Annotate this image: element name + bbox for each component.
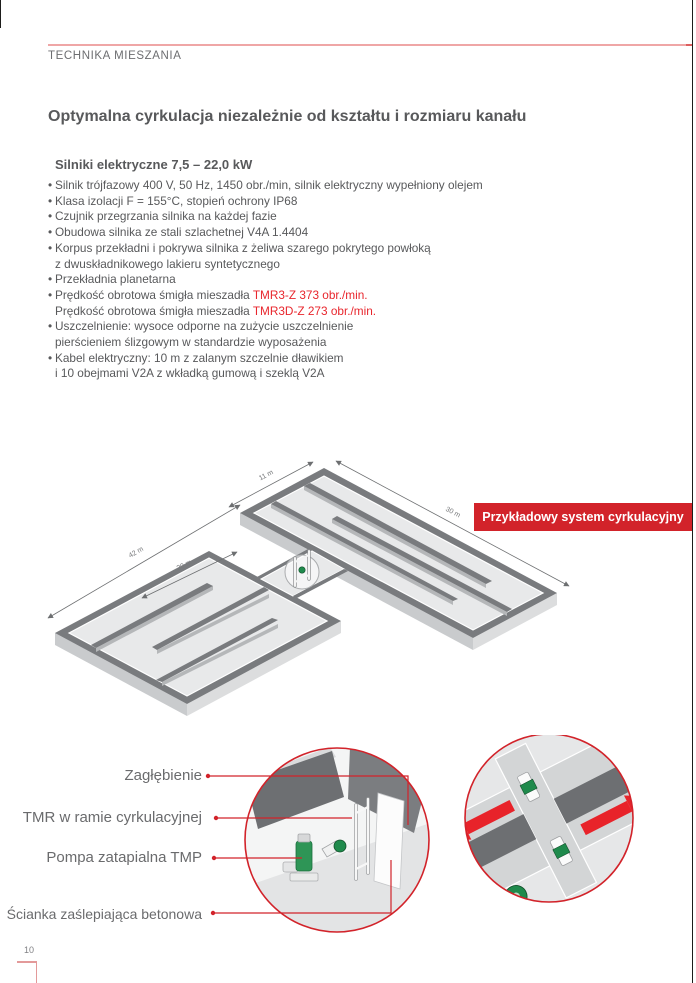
circulation-channel-diagram [40, 458, 580, 758]
callout-pump: Pompa zatapialna TMP [46, 849, 202, 866]
running-header: TECHNIKA MIESZANIA [48, 50, 182, 62]
tmr-mixer-icon [299, 567, 305, 573]
feature-line: pierścieniem ślizgowym w standardzie wyposażenia [55, 335, 327, 350]
bullet-dot: • [48, 193, 53, 208]
feature-line: z dwuskładnikowego lakieru syntetycznego [55, 256, 280, 271]
bullet-dot: • [48, 319, 53, 334]
page-number: 10 [24, 945, 35, 955]
page-title: Optymalna cyrkulacja niezależnie od kształtu i rozmiaru kanału [48, 108, 527, 125]
detail-circle-topview [387, 735, 696, 970]
bullet-dot: • [48, 350, 53, 365]
callout-recess: Zagłębienie [124, 767, 202, 784]
bullet-dot: • [48, 225, 53, 240]
dim-label-left-outer: 42 m [127, 545, 145, 560]
header-rule-tip [686, 44, 692, 46]
blanking-wall-shape [374, 793, 404, 889]
feature-line: • Czujnik przegrzania silnika na każdej fazie [48, 209, 277, 224]
dim-label-top: 11 m [258, 469, 275, 483]
motor-feature-list [48, 178, 648, 382]
callout-tmr: TMR w ramie cyrkulacyjnej [22, 809, 202, 826]
feature-line: • Obudowa silnika ze stali szlachetnej V4A 1.4404 [48, 225, 309, 240]
feature-line: • Klasa izolacji F = 155°C, stopień ochrony IP68 [48, 193, 298, 208]
bullet-dot: • [48, 209, 53, 224]
page-edge-tick [0, 0, 1, 28]
feature-line: • Przekładnia planetarna [48, 272, 176, 287]
callout-wall: Ścianka zaślepiająca betonowa [6, 906, 202, 922]
feature-line: i 10 obejmami V2A z wkładką gumową i szeklą V2A [55, 366, 325, 381]
feature-line: • Silnik trójfazowy 400 V, 50 Hz, 1450 obr./min, silnik elektryczny wypełniony olejem [48, 178, 483, 192]
feature-line: • Prędkość obrotowa śmigła mieszadła TMR3-Z 373 obr./min. [48, 287, 368, 302]
footer-bracket-vertical [36, 961, 38, 983]
header-rule [48, 44, 692, 46]
bullet-dot: • [48, 178, 53, 192]
bullet-dot: • [48, 272, 53, 287]
dim-label-right: 30 m [444, 505, 462, 520]
feature-line: • Uszczelnienie: wysoce odporne na zużycie uszczelnienie [48, 319, 354, 334]
motors-heading: Silniki elektryczne 7,5 – 22,0 kW [55, 157, 253, 172]
feature-line: • Korpus przekładni i pokrywa silnika z żeliwa szarego pokrytego powłoką [48, 240, 431, 255]
bullet-dot: • [48, 240, 53, 255]
bullet-dot: • [48, 287, 53, 302]
dim-label-left-inner: 20 m [175, 559, 193, 573]
footer-bracket [17, 961, 37, 963]
feature-line: • Kabel elektryczny: 10 m z zalanym szczelnie dławikiem [48, 350, 344, 365]
example-system-banner: Przykładowy system cyrkulacyjny [474, 503, 692, 531]
feature-line: Prędkość obrotowa śmigła mieszadła TMR3D-Z 273 obr./min. [55, 303, 377, 318]
